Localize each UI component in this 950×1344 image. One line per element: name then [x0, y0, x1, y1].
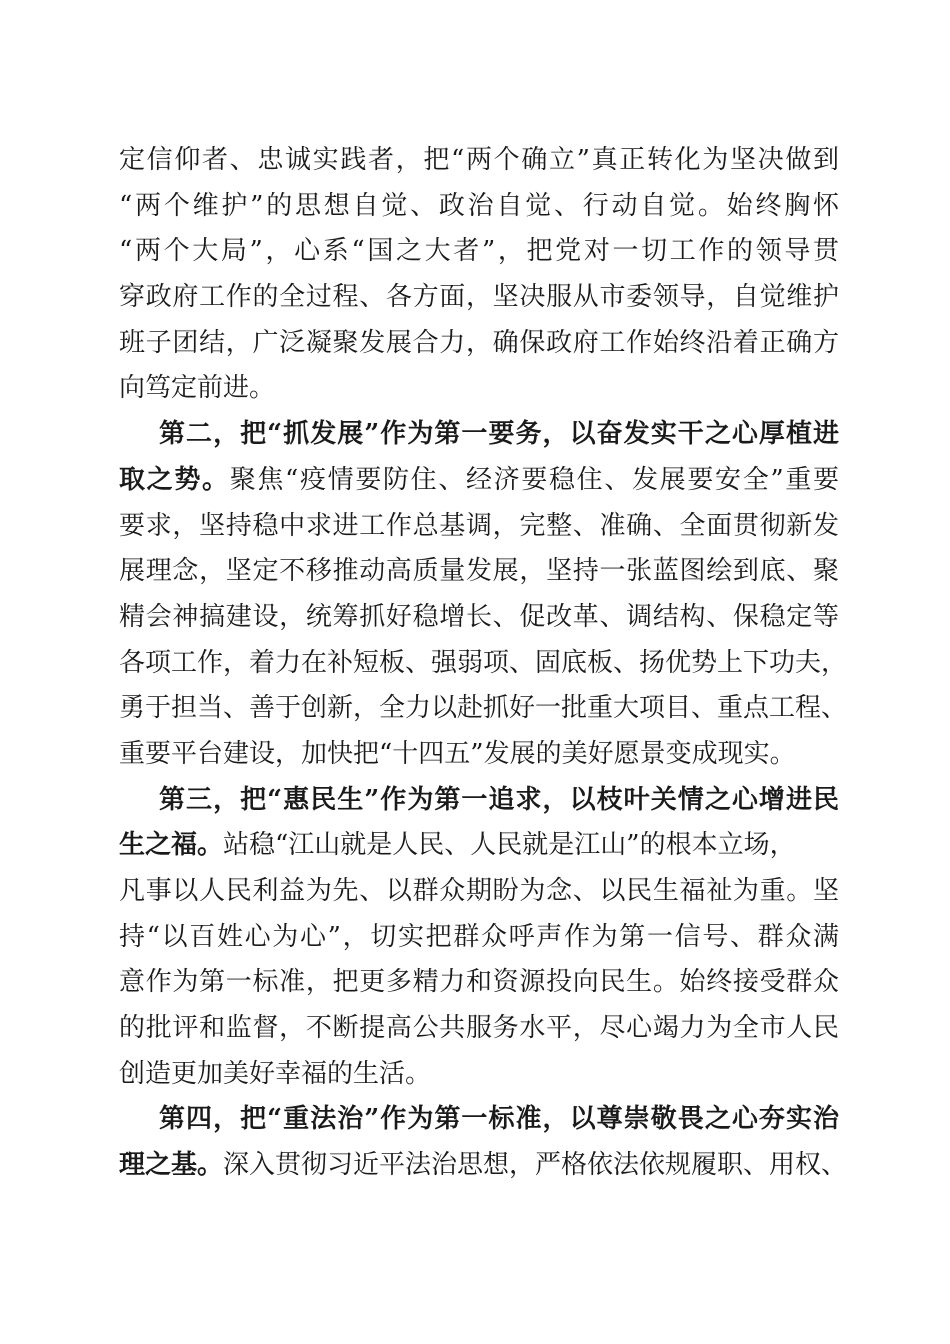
paragraph-heading: 第三，把“惠民生”作为第一追求，以枝叶关情之心增进民: [159, 784, 839, 815]
paragraph-2: [119, 412, 848, 778]
text-line: [119, 1143, 848, 1189]
text-line: 展理念，坚定不移推动高质量发展，坚持一张蓝图绘到底、聚: [119, 556, 839, 587]
text-line: [119, 458, 839, 504]
paragraph-heading-tail: 理之基。: [119, 1150, 224, 1181]
text-line: 要求，坚持稳中求进工作总基调，完整、准确、全面贯彻新发: [119, 510, 839, 541]
text-line: 重要平台建设，加快把“十四五”发展的美好愿景变成现实。: [119, 738, 796, 769]
text-line: 向笃定前进。: [119, 373, 276, 404]
document-body: [119, 138, 848, 1189]
paragraph-heading-tail: 生之福。: [119, 830, 224, 861]
paragraph-heading: 第四，把“重法治”作为第一标准，以尊崇敬畏之心夯实治: [159, 1104, 839, 1135]
paragraph-heading: 第二，把“抓发展”作为第一要务，以奋发实干之心厚植进: [159, 419, 839, 450]
text-line: 持“以百姓心为心”，切实把群众呼声作为第一信号、群众满: [119, 921, 839, 952]
paragraph-4: [119, 1097, 848, 1188]
text-line: “两个大局”，心系“国之大者”，把党对一切工作的领导贯: [119, 236, 839, 267]
text-line: 的批评和监督，不断提高公共服务水平，尽心竭力为全市人民: [119, 1013, 839, 1044]
text-line: 创造更加美好幸福的生活。: [119, 1058, 432, 1089]
text-line: “两个维护”的思想自觉、政治自觉、行动自觉。始终胸怀: [119, 190, 839, 221]
text-line: 定信仰者、忠诚实践者，把“两个确立”真正转化为坚决做到: [119, 145, 839, 175]
text-line: 凡事以人民利益为先、以群众期盼为念、以民生福祉为重。坚: [119, 876, 839, 906]
paragraph-heading-tail: 取之势。: [119, 464, 230, 495]
text-line: 勇于担当、善于创新，全力以赴抓好一批重大项目、重点工程、: [119, 693, 848, 724]
text-line: 意作为第一标准，把更多精力和资源投向民生。始终接受群众: [119, 967, 839, 998]
text-line: 穿政府工作的全过程、各方面，坚决服从市委领导，自觉维护: [119, 282, 839, 313]
text-line: 精会神搞建设，统筹抓好稳增长、促改革、调结构、保稳定等: [119, 601, 839, 632]
paragraph-1: [119, 138, 839, 412]
text-span: 聚焦“疫情要防住、经济要稳住、发展要安全”重要: [229, 464, 839, 495]
text-line: 班子团结，广泛凝聚发展合力，确保政府工作始终沿着正确方: [119, 327, 839, 358]
text-line: 各项工作，着力在补短板、强弱项、固底板、扬优势上下功夫，: [119, 647, 848, 678]
text-line: [119, 823, 839, 869]
text-span: 深入贯彻习近平法治思想，严格依法依规履职、用权、: [223, 1150, 848, 1181]
text-span: 站稳“江山就是人民、人民就是江山”的根本立场，: [223, 830, 796, 861]
paragraph-3: [119, 778, 839, 1098]
